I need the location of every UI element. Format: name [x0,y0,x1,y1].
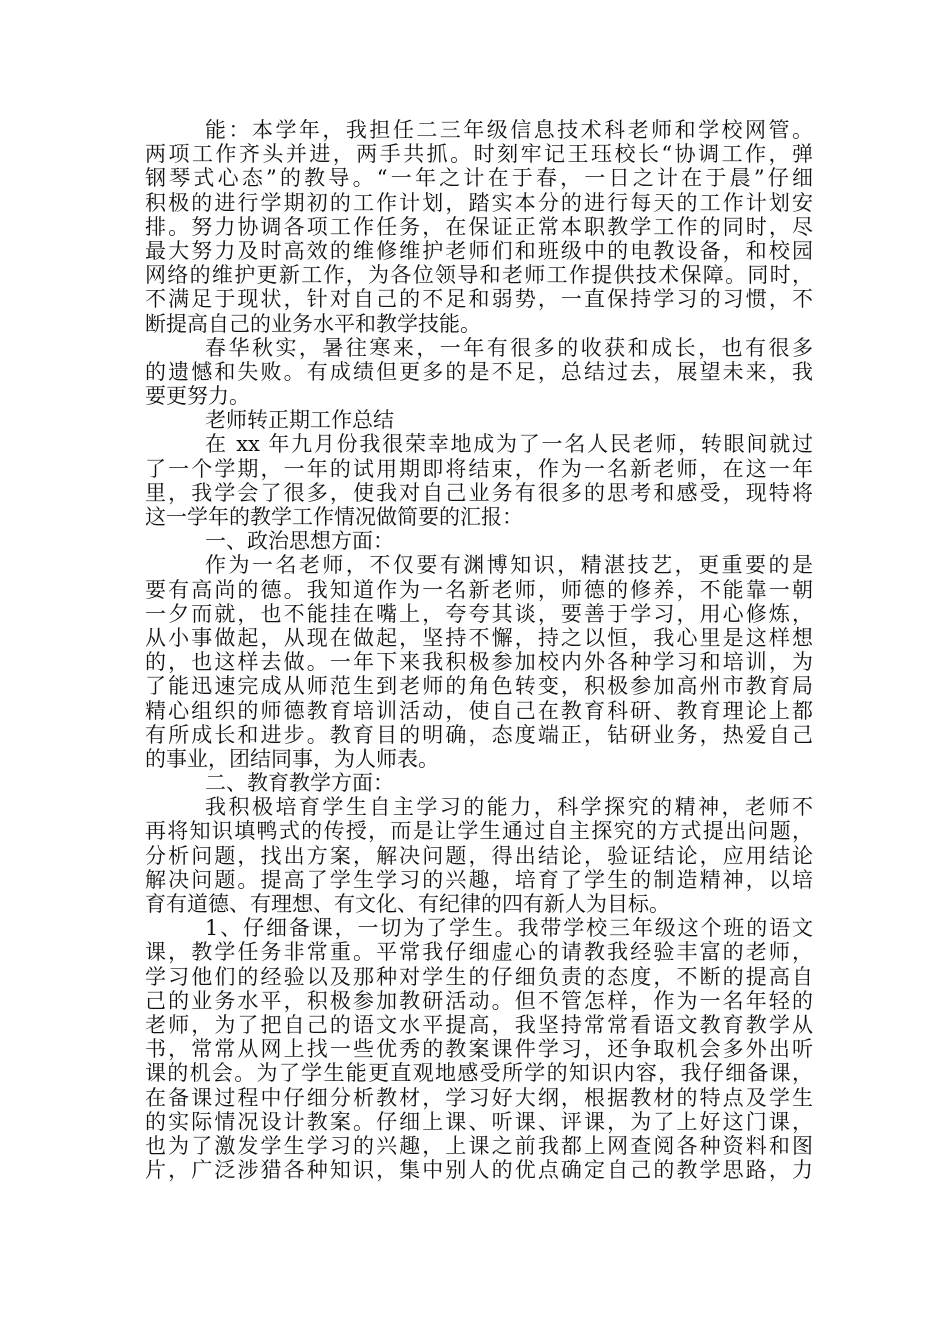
text-line: 钢琴式心态”的教导。“一年之计在于春，一日之计在于晨”仔细 [145,166,813,191]
text-line: 春华秋实，暑往寒来，一年有很多的收获和成长，也有很多 [205,335,813,360]
text-line: 也为了激发学生学习的兴趣，上课之前我都上网查阅各种资料和图 [145,1133,813,1158]
text-line: 书，常常从网上找一些优秀的教案课件学习，还争取机会多外出听 [145,1037,813,1062]
text-line: 的，也这样去做。一年下来我积极参加校内外各种学习和培训，为 [145,650,813,675]
text-line: 了一个学期，一年的试用期即将结束，作为一名新老师，在这一年 [145,456,813,481]
text-line: 二、教育教学方面： [205,771,394,796]
text-line: 的事业，团结同事，为人师表。 [145,746,439,771]
text-line: 最大努力及时高效的维修维护老师们和班级中的电教设备，和校园 [145,238,813,263]
text-line: 不满足于现状，针对自己的不足和弱势，一直保持学习的习惯，不 [145,287,813,312]
text-line: 学习他们的经验以及那种对学生的仔细负责的态度，不断的提高自 [145,964,813,989]
text-line: 断提高自己的业务水平和教学技能。 [145,311,481,336]
text-line: 我积极培育学生自主学习的能力，科学探究的精神，老师不 [205,795,813,820]
text-line: 网络的维护更新工作，为各位领导和老师工作提供技术保障。同时， [145,263,813,288]
text-line: 作为一名老师，不仅要有渊博知识，精湛技艺，更重要的是 [205,553,813,578]
text-line: 要有高尚的德。我知道作为一名新老师，师德的修养，不能靠一朝 [145,577,813,602]
text-line: 在 xx 年九月份我很荣幸地成为了一名人民老师，转眼间就过 [205,432,813,457]
text-line: 老师转正期工作总结 [205,408,394,433]
text-line: 精心组织的师德教育培训活动，使自己在教育科研、教育理论上都 [145,698,813,723]
document-body [145,118,813,1182]
text-line: 的遗憾和失败。有成绩但更多的是不足，总结过去，展望未来，我 [145,359,813,384]
text-line: 这一学年的教学工作情况做简要的汇报： [145,505,523,529]
text-line: 的实际情况设计教案。仔细上课、听课、评课，为了上好这门课， [145,1109,813,1134]
text-line: 能：本学年，我担任二三年级信息技术科老师和学校网管。 [205,118,813,142]
text-line: 老师，为了把自己的语文水平提高，我坚持常常看语文教育教学从 [145,1012,813,1037]
text-line: 再将知识填鸭式的传授，而是让学生通过自主探究的方式提出问题， [145,819,813,844]
text-line: 要更努力。 [145,384,250,409]
text-line: 了能迅速完成从师范生到老师的角色转变，积极参加高州市教育局 [145,674,813,699]
text-line: 排。努力协调各项工作任务，在保证正常本职教学工作的同时，尽 [145,214,813,239]
text-line: 两项工作齐头并进，两手共抓。时刻牢记王珏校长“协调工作，弹 [145,142,813,167]
text-line: 有所成长和进步。教育目的明确，态度端正，钻研业务，热爱自己 [145,722,813,747]
text-line: 分析问题，找出方案，解决问题，得出结论，验证结论，应用结论 [145,843,813,868]
text-line: 里，我学会了很多，使我对自己业务有很多的思考和感受，现特将 [145,480,813,505]
text-line: 己的业务水平，积极参加教研活动。但不管怎样，作为一名年轻的 [145,988,813,1013]
text-line: 片，广泛涉猎各种知识，集中别人的优点确定自己的教学思路，力 [145,1158,813,1183]
text-line: 从小事做起，从现在做起，坚持不懈，持之以恒，我心里是这样想 [145,625,813,650]
text-line: 解决问题。提高了学生学习的兴趣，培育了学生的制造精神，以培 [145,867,813,892]
text-line: 课的机会。为了学生能更直观地感受所学的知识内容，我仔细备课， [145,1061,813,1086]
text-line: 一夕而就，也不能挂在嘴上，夸夸其谈，要善于学习，用心修炼， [145,601,813,626]
text-line: 在备课过程中仔细分析教材，学习好大纲，根据教材的特点及学生 [145,1085,813,1110]
text-line: 育有道德、有理想、有文化、有纪律的四有新人为目标。 [145,892,670,916]
text-line: 1、仔细备课，一切为了学生。我带学校三年级这个班的语文 [205,916,813,941]
text-line: 一、政治思想方面： [205,529,394,554]
text-line: 课，教学任务非常重。平常我仔细虚心的请教我经验丰富的老师， [145,940,813,965]
text-line: 积极的进行学期初的工作计划，踏实本分的进行每天的工作计划安 [145,190,813,215]
